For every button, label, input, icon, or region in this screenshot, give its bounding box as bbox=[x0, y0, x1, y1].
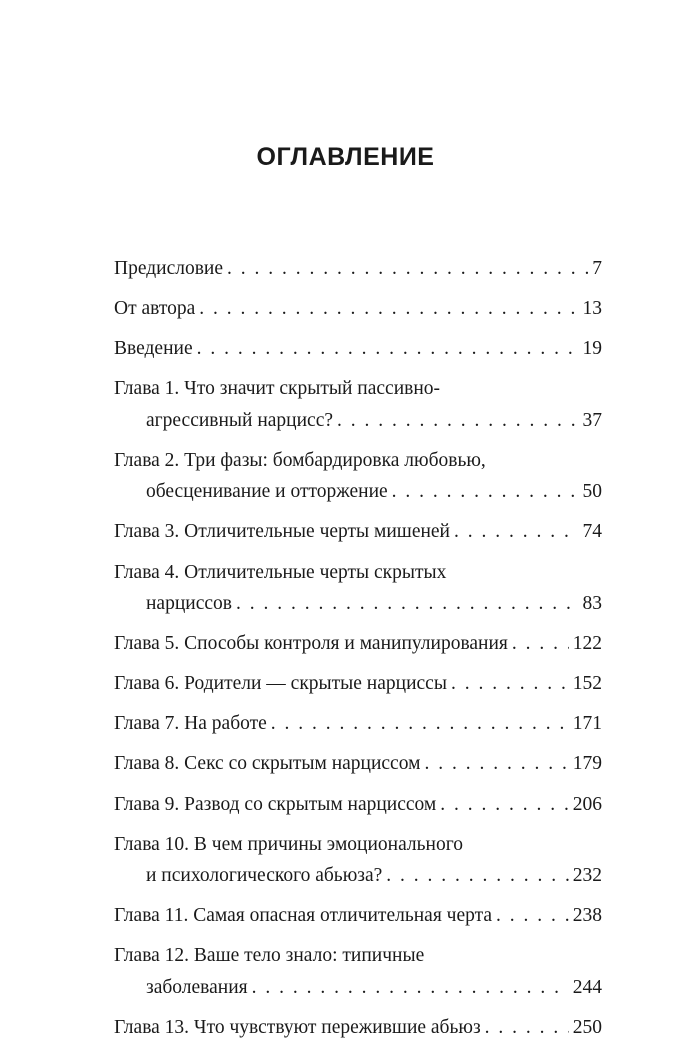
toc-entry bbox=[114, 253, 602, 285]
toc-entry-title: Глава 4. Отличительные черты скрытых bbox=[114, 561, 447, 583]
toc-entry-title: Глава 1. Что значит скрытый пассивно- bbox=[114, 378, 441, 400]
toc-line bbox=[114, 972, 602, 1004]
toc-entry-title: Глава 12. Ваше тело знало: типичные bbox=[114, 945, 425, 967]
toc-line bbox=[114, 829, 602, 861]
dot-leader bbox=[271, 708, 569, 740]
toc-entry-title: и психологического абьюза? bbox=[146, 865, 383, 887]
toc-entry-title: Глава 10. В чем причины эмоционального bbox=[114, 833, 464, 855]
toc-entry-title: Глава 2. Три фазы: бомбардировка любовью, bbox=[114, 449, 486, 471]
dot-leader bbox=[451, 668, 569, 700]
dot-leader bbox=[337, 405, 578, 437]
toc-line bbox=[114, 476, 602, 508]
toc-entry bbox=[114, 900, 602, 932]
toc-page-number: 74 bbox=[582, 521, 602, 543]
toc-entry bbox=[114, 557, 602, 620]
toc-entry-title: Глава 9. Развод со скрытым нарциссом bbox=[114, 793, 437, 815]
toc-line bbox=[114, 1012, 602, 1044]
toc-line bbox=[114, 333, 602, 365]
toc-entry-title: Глава 8. Секс со скрытым нарциссом bbox=[114, 753, 421, 775]
toc-entry bbox=[114, 940, 602, 1003]
dot-leader bbox=[227, 253, 588, 285]
toc-line bbox=[114, 253, 602, 285]
toc-line bbox=[114, 516, 602, 548]
dot-leader bbox=[236, 588, 579, 620]
toc-page-number: 232 bbox=[572, 865, 602, 887]
dot-leader bbox=[252, 972, 569, 1004]
toc-line bbox=[114, 900, 602, 932]
toc-entry bbox=[114, 333, 602, 365]
toc-page-number: 83 bbox=[582, 593, 602, 615]
dot-leader bbox=[454, 516, 579, 548]
toc-page-number: 250 bbox=[572, 1016, 602, 1038]
dot-leader bbox=[197, 333, 579, 365]
toc-entry bbox=[114, 516, 602, 548]
toc-entry bbox=[114, 445, 602, 508]
toc-entry-title: Введение bbox=[114, 338, 193, 360]
toc-line bbox=[114, 789, 602, 821]
toc-entry bbox=[114, 1012, 602, 1044]
toc-entry bbox=[114, 293, 602, 325]
toc-page-number: 171 bbox=[572, 713, 602, 735]
toc-page-number: 152 bbox=[572, 673, 602, 695]
toc-entry-title: Глава 13. Что чувствуют пережившие абьюз bbox=[114, 1016, 481, 1038]
toc-entry bbox=[114, 668, 602, 700]
toc-page-number: 37 bbox=[582, 409, 602, 431]
dot-leader bbox=[386, 860, 568, 892]
toc-entry bbox=[114, 789, 602, 821]
dot-leader bbox=[392, 476, 579, 508]
toc-page-number: 13 bbox=[582, 298, 602, 320]
toc-line bbox=[114, 668, 602, 700]
toc-line bbox=[114, 708, 602, 740]
toc-entry bbox=[114, 373, 602, 436]
toc-entry-title: нарциссов bbox=[146, 593, 232, 615]
toc-line bbox=[114, 588, 602, 620]
toc-entry-title: заболевания bbox=[146, 976, 248, 998]
dot-leader bbox=[512, 628, 569, 660]
toc-line bbox=[114, 628, 602, 660]
toc-entry-title: Глава 7. На работе bbox=[114, 713, 267, 735]
dot-leader bbox=[424, 748, 568, 780]
toc-page-number: 238 bbox=[572, 905, 602, 927]
toc-line bbox=[114, 860, 602, 892]
toc-entry-title: Глава 5. Способы контроля и манипулирования bbox=[114, 633, 508, 655]
toc-page-number: 206 bbox=[572, 793, 602, 815]
table-of-contents bbox=[114, 253, 602, 1052]
dot-leader bbox=[496, 900, 569, 932]
dot-leader bbox=[199, 293, 578, 325]
toc-line bbox=[114, 748, 602, 780]
page-title: ОГЛАВЛЕНИЕ bbox=[256, 143, 435, 171]
toc-entry-title: Глава 11. Самая опасная отличительная черта bbox=[114, 905, 493, 927]
toc-entry-title: агрессивный нарцисс? bbox=[146, 409, 334, 431]
toc-entry bbox=[114, 628, 602, 660]
toc-page-number: 244 bbox=[572, 976, 602, 998]
toc-entry-title: Предисловие bbox=[114, 258, 224, 279]
toc-line bbox=[114, 293, 602, 325]
toc-entry bbox=[114, 748, 602, 780]
toc-page-number: 50 bbox=[582, 481, 602, 503]
toc-line bbox=[114, 940, 602, 972]
toc-entry-title: Глава 6. Родители — скрытые нарциссы bbox=[114, 673, 447, 695]
toc-line bbox=[114, 557, 602, 589]
toc-page-number: 179 bbox=[572, 753, 602, 775]
toc-entry bbox=[114, 829, 602, 892]
toc-page-number: 19 bbox=[582, 338, 602, 360]
dot-leader bbox=[440, 789, 568, 821]
toc-line bbox=[114, 373, 602, 405]
toc-page-number: 122 bbox=[572, 633, 602, 655]
toc-entry-title: От автора bbox=[114, 298, 196, 320]
toc-line bbox=[114, 445, 602, 477]
toc-entry-title: обесценивание и отторжение bbox=[146, 481, 388, 503]
toc-page-number: 7 bbox=[592, 258, 602, 279]
dot-leader bbox=[485, 1012, 569, 1044]
toc-entry-title: Глава 3. Отличительные черты мишеней bbox=[114, 521, 450, 543]
toc-entry bbox=[114, 708, 602, 740]
toc-line bbox=[114, 405, 602, 437]
